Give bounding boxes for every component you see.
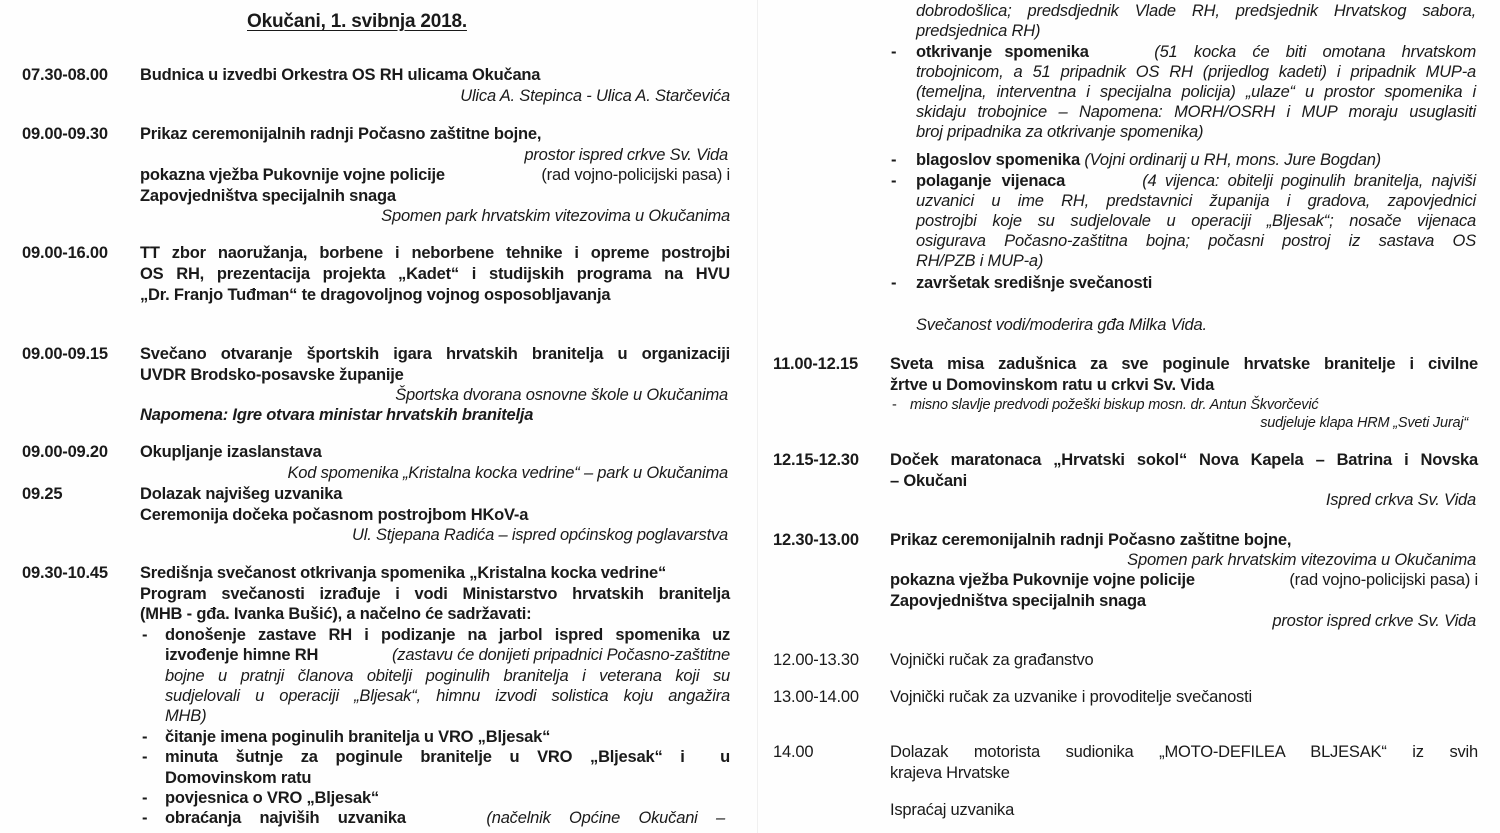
entry-text: Budnica u izvedbi Orkestra OS RH ulicama Okučana xyxy=(140,66,541,84)
entry-text: Program svečanosti izrađuje i vodi Ministarstvo hrvatskih branitelja xyxy=(140,585,730,603)
entry-location: prostor ispred crkve Sv. Vida xyxy=(1272,612,1476,630)
entry-text: UVDR Brodsko-posavske županije xyxy=(140,366,404,384)
entry-text: OS RH, prezentacija projekta „Kadet“ i studijskih programa na HVU xyxy=(140,265,730,283)
entry-time: 09.00-09.15 xyxy=(22,345,108,363)
bullet-text: čitanje imena poginulih branitelja u VRO „Bljesak“ xyxy=(165,728,551,746)
bullet-dash: - xyxy=(892,397,897,413)
entry-location: Ulica A. Stepinca - Ulica A. Starčevića xyxy=(460,87,730,105)
bullet-text: izvođenje himne RH xyxy=(165,646,319,664)
entry-location: Kod spomenika „Kristalna kocka vedrine“ – park u Okučanima xyxy=(287,464,728,482)
moderator-note: Svečanost vodi/moderira gđa Milka Vida. xyxy=(916,316,1207,334)
bullet-note: (Vojni ordinarij u RH, mons. Jure Bogdan) xyxy=(1084,151,1381,169)
bullet-dash: - xyxy=(142,728,148,746)
entry-text: „Dr. Franjo Tuđman“ te dragovoljnog vojnog osposobljavanja xyxy=(140,286,611,304)
entry-text: Prikaz ceremonijalnih radnji Počasno zaštitne bojne, xyxy=(140,125,542,143)
bullet-note: (zastavu će donijeti pripadnici Počasno-zaštitne xyxy=(391,646,730,664)
entry-time: 12.00-13.30 xyxy=(773,651,859,669)
entry-location: Spomen park hrvatskim vitezovima u Okučanima xyxy=(1127,551,1476,569)
bullet-note: (4 vijenca: obitelji poginulih branitelja, najviši xyxy=(1142,172,1476,190)
entry-text: Doček maratonaca „Hrvatski sokol“ Nova Kapela – Batrina i Novska xyxy=(890,451,1478,469)
entry-time: 09.00-09.20 xyxy=(22,443,108,461)
bullet-note: bojne u pratnji članova obitelji poginulih branitelja i veterana koji su xyxy=(165,667,730,685)
entry-text: Ceremonija dočeka počasnom postrojbom HKoV-a xyxy=(140,506,529,524)
entry-location: prostor ispred crkve Sv. Vida xyxy=(524,146,728,164)
bullet-note: (načelnik Općine Okučani – xyxy=(486,809,725,827)
bullet-text: polaganje vijenaca xyxy=(916,172,1066,190)
entry-text: Dolazak najvišeg uzvanika xyxy=(140,485,343,503)
entry-text: krajeva Hrvatske xyxy=(890,764,1010,782)
entry-sub-note: sudjeluje klapa HRM „Sveti Juraj“ xyxy=(1260,415,1468,431)
bullet-text: Domovinskom ratu xyxy=(165,769,312,787)
entry-time: 14.00 xyxy=(773,743,814,761)
bullet-dash: - xyxy=(142,748,148,766)
entry-sub-note: misno slavlje predvodi požeški biskup mosn. dr. Antun Škvorčević xyxy=(910,397,1319,413)
entry-text: Sveta misa zadušnica za sve poginule hrvatske branitelje i civilne xyxy=(890,355,1478,373)
document-page-right xyxy=(757,0,1500,833)
entry-text: Vojnički ručak za građanstvo xyxy=(890,651,1094,669)
bullet-line xyxy=(916,171,1476,191)
bullet-text: završetak središnje svečanosti xyxy=(916,274,1153,292)
bullet-dash: - xyxy=(891,172,897,190)
bullet-dash: - xyxy=(142,789,148,807)
bullet-text: blagoslov spomenika xyxy=(916,151,1080,169)
entry-note: Napomena: Igre otvara ministar hrvatskih branitelja xyxy=(140,406,534,424)
entry-time: 09.25 xyxy=(22,485,63,503)
bullet-line xyxy=(165,808,725,828)
entry-time: 11.00-12.15 xyxy=(773,355,858,373)
farewell-text: Ispraćaj uzvanika xyxy=(890,801,1015,819)
entry-location: Ispred crkva Sv. Vida xyxy=(1325,491,1476,509)
entry-text: (MHB - gđa. Ivanka Bušić), a načelno će sadržavati: xyxy=(140,605,532,623)
bullet-note: MHB) xyxy=(165,707,207,725)
entry-time: 09.00-09.30 xyxy=(22,125,108,143)
bullet-dash: - xyxy=(142,626,148,644)
bullet-line xyxy=(165,645,730,665)
entry-note: (rad vojno-policijski pasa) i xyxy=(541,166,730,184)
entry-text: Prikaz ceremonijalnih radnji Počasno zaštitne bojne, xyxy=(890,531,1292,549)
bullet-note: broj pripadnika za otkrivanje spomenika) xyxy=(916,123,1204,141)
entry-time: 09.30-10.45 xyxy=(22,564,108,582)
entry-line xyxy=(140,165,730,185)
bullet-text: donošenje zastave RH i podizanje na jarbol ispred spomenika uz xyxy=(165,626,730,644)
bullet-note: dobrodošlica; predsdjednik Vlade RH, predsjednik Hrvatskog sabora, xyxy=(916,2,1476,20)
entry-text: pokazna vježba Pukovnije vojne policije xyxy=(890,571,1195,589)
entry-text: TT zbor naoružanja, borbene i neborbene tehnike i opreme postrojbi xyxy=(140,244,730,262)
entry-text: Zapovjedništva specijalnih snaga xyxy=(140,187,396,205)
entry-location: Športska dvorana osnovne škole u Okučanima xyxy=(395,386,728,404)
entry-location: Spomen park hrvatskim vitezovima u Okučanima xyxy=(381,207,730,225)
bullet-note: sudjelovali u operaciji „Bljesak“, himnu izvodi solistica koju angažira xyxy=(165,687,730,705)
entry-time: 12.30-13.00 xyxy=(773,531,859,549)
bullet-dash: - xyxy=(891,274,897,292)
entry-text: Vojnički ručak za uzvanike i provoditelje svečanosti xyxy=(890,688,1252,706)
entry-time: 07.30-08.00 xyxy=(22,66,108,84)
entry-text: Dolazak motorista sudionika „MOTO-DEFILEA BLJESAK“ iz svih xyxy=(890,743,1478,761)
entry-text: Okupljanje izaslanstava xyxy=(140,443,322,461)
bullet-note: trobojnicom, a 51 pripadnik OS RH (prijedlog kadeti) i pripadnik MUP-a xyxy=(916,63,1476,81)
bullet-text: obraćanja najviših uzvanika xyxy=(165,809,406,827)
bullet-note: predsjednica RH) xyxy=(916,22,1041,40)
entry-time: 12.15-12.30 xyxy=(773,451,859,469)
bullet-dash: - xyxy=(891,151,897,169)
bullet-note: (51 kocka će biti omotana hrvatskom xyxy=(1154,43,1476,61)
bullet-note: skidaju trobojnice – Napomena: MORH/OSRH i MUP moraju usuglasiti xyxy=(916,103,1476,121)
bullet-note: uzvanici u ime RH, predstavnici županija i gradova, zapovjednici xyxy=(916,192,1476,210)
entry-text: žrtve u Domovinskom ratu u crkvi Sv. Vida xyxy=(890,376,1215,394)
entry-text: pokazna vježba Pukovnije vojne policije xyxy=(140,166,445,184)
bullet-text: minuta šutnje za poginule branitelje u VRO „Bljesak“ i u xyxy=(165,748,730,766)
entry-location: Ul. Stjepana Radića – ispred općinskog poglavarstva xyxy=(352,526,728,544)
bullet-text: povjesnica o VRO „Bljesak“ xyxy=(165,789,379,807)
entry-text: Svečano otvaranje športskih igara hrvatskih branitelja u organizaciji xyxy=(140,345,730,363)
entry-note: (rad vojno-policijski pasa) i xyxy=(1289,571,1478,589)
entry-text: Zapovjedništva specijalnih snaga xyxy=(890,592,1146,610)
bullet-note: postrojbi koje su sudjelovale u operaciji „Bljesak“; nosače vijenaca xyxy=(916,212,1476,230)
bullet-text: otkrivanje spomenika xyxy=(916,43,1089,61)
bullet-note: osigurava Počasno-zaštitna bojna; počasni postroj iz sastava OS xyxy=(916,232,1476,250)
entry-time: 13.00-14.00 xyxy=(773,688,859,706)
page-title: Okučani, 1. svibnja 2018. xyxy=(247,11,467,32)
entry-text: – Okučani xyxy=(890,472,968,490)
bullet-dash: - xyxy=(142,809,148,827)
bullet-line xyxy=(916,150,1381,170)
bullet-dash: - xyxy=(891,43,897,61)
entry-text: Središnja svečanost otkrivanja spomenika „Kristalna kocka vedrine“ xyxy=(140,564,667,582)
bullet-note: (temeljna, interventna i specijalna policija) „ulaze“ u prostor spomenika i xyxy=(916,83,1476,101)
bullet-note: RH/PZB i MUP-a) xyxy=(916,252,1044,270)
bullet-line xyxy=(916,42,1476,62)
entry-line xyxy=(890,570,1478,590)
entry-time: 09.00-16.00 xyxy=(22,244,108,262)
